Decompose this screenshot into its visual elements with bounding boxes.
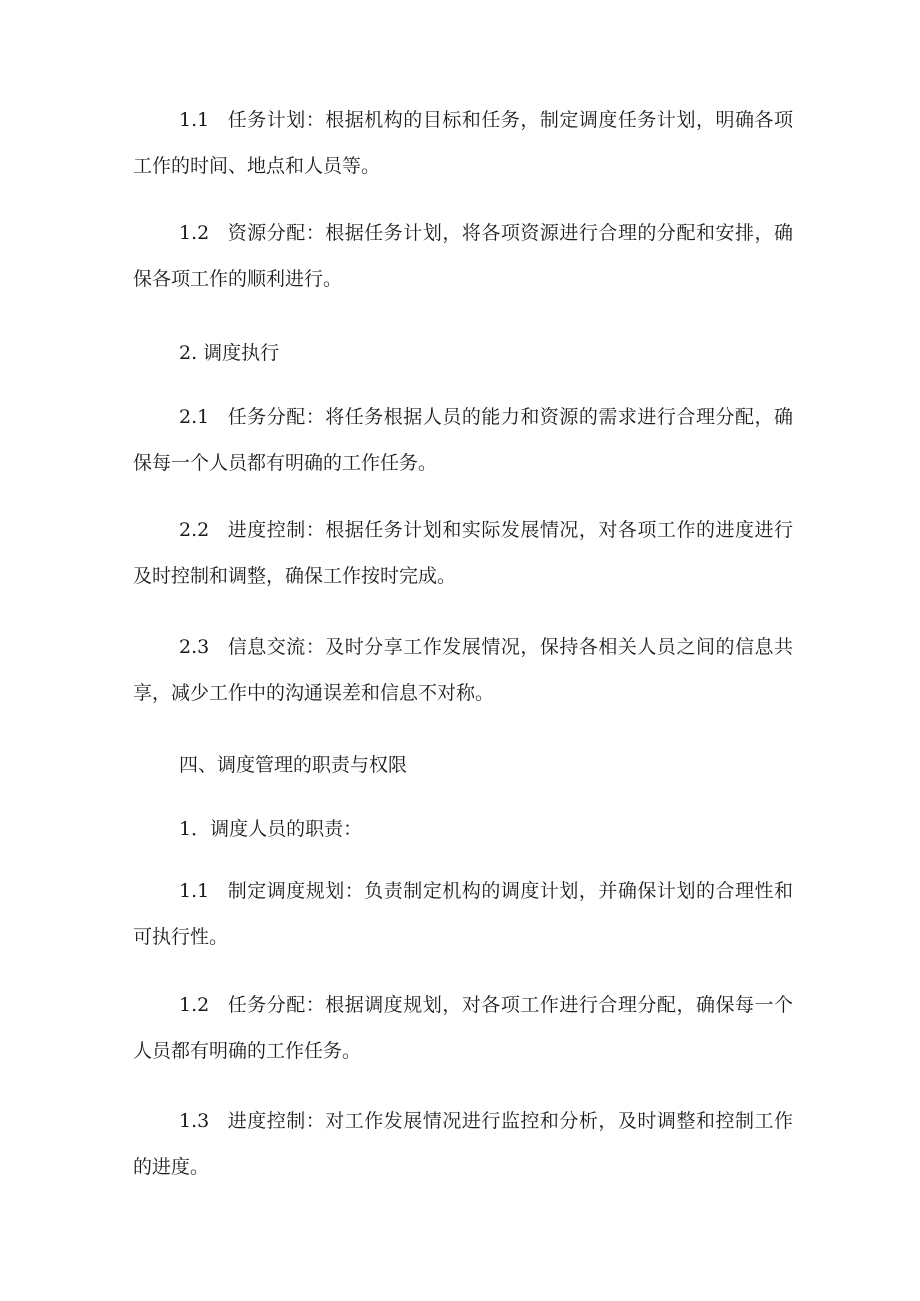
paragraph-text: 制定调度规划：负责制定机构的调度计划，并确保计划的合理性和可执行性。 xyxy=(133,880,793,948)
section-heading-2 xyxy=(133,338,793,368)
paragraph-text: 任务分配：将任务根据人员的能力和资源的需求进行合理分配，确保每一个人员都有明确的工作任务。 xyxy=(133,406,793,474)
paragraph-text: 进度控制：根据任务计划和实际发展情况，对各项工作的进度进行及时控制和调整，确保工作按时完成。 xyxy=(133,519,793,587)
paragraph-text: 任务分配：根据调度规划，对各项工作进行合理分配，确保每一个人员都有明确的工作任务。 xyxy=(133,994,793,1062)
section-heading-4 xyxy=(133,750,793,780)
paragraph-1-3b xyxy=(133,1098,793,1190)
paragraph-number: 2.2 xyxy=(179,519,210,541)
paragraph-1-1 xyxy=(133,97,793,189)
paragraph-number: 2.3 xyxy=(179,636,210,658)
paragraph-text: 进度控制：对工作发展情况进行监控和分析，及时调整和控制工作的进度。 xyxy=(133,1110,793,1178)
subsection-heading-1 xyxy=(133,814,793,844)
paragraph-number: 1.3 xyxy=(179,1110,210,1132)
paragraph-2-3 xyxy=(133,624,793,716)
paragraph-text: 资源分配：根据任务计划，将各项资源进行合理的分配和安排，确保各项工作的顺利进行。 xyxy=(133,222,793,290)
paragraph-text: 四、调度管理的职责与权限 xyxy=(179,754,408,776)
paragraph-1-1b xyxy=(133,868,793,960)
paragraph-number: 2.1 xyxy=(179,406,210,428)
paragraph-text: 2. 调度执行 xyxy=(179,342,280,364)
paragraph-number: 1.2 xyxy=(179,222,210,244)
paragraph-number: 1.2 xyxy=(179,994,210,1016)
paragraph-1-2 xyxy=(133,210,793,302)
paragraph-number: 1.1 xyxy=(179,109,210,131)
paragraph-number: 1.1 xyxy=(179,880,210,902)
paragraph-text: 1．调度人员的职责： xyxy=(179,818,363,840)
paragraph-text: 信息交流：及时分享工作发展情况，保持各相关人员之间的信息共享，减少工作中的沟通误差和信息不对称。 xyxy=(133,636,793,704)
paragraph-1-2b xyxy=(133,982,793,1074)
paragraph-2-1 xyxy=(133,394,793,486)
paragraph-text: 任务计划：根据机构的目标和任务，制定调度任务计划，明确各项工作的时间、地点和人员等。 xyxy=(133,109,793,177)
paragraph-2-2 xyxy=(133,507,793,599)
